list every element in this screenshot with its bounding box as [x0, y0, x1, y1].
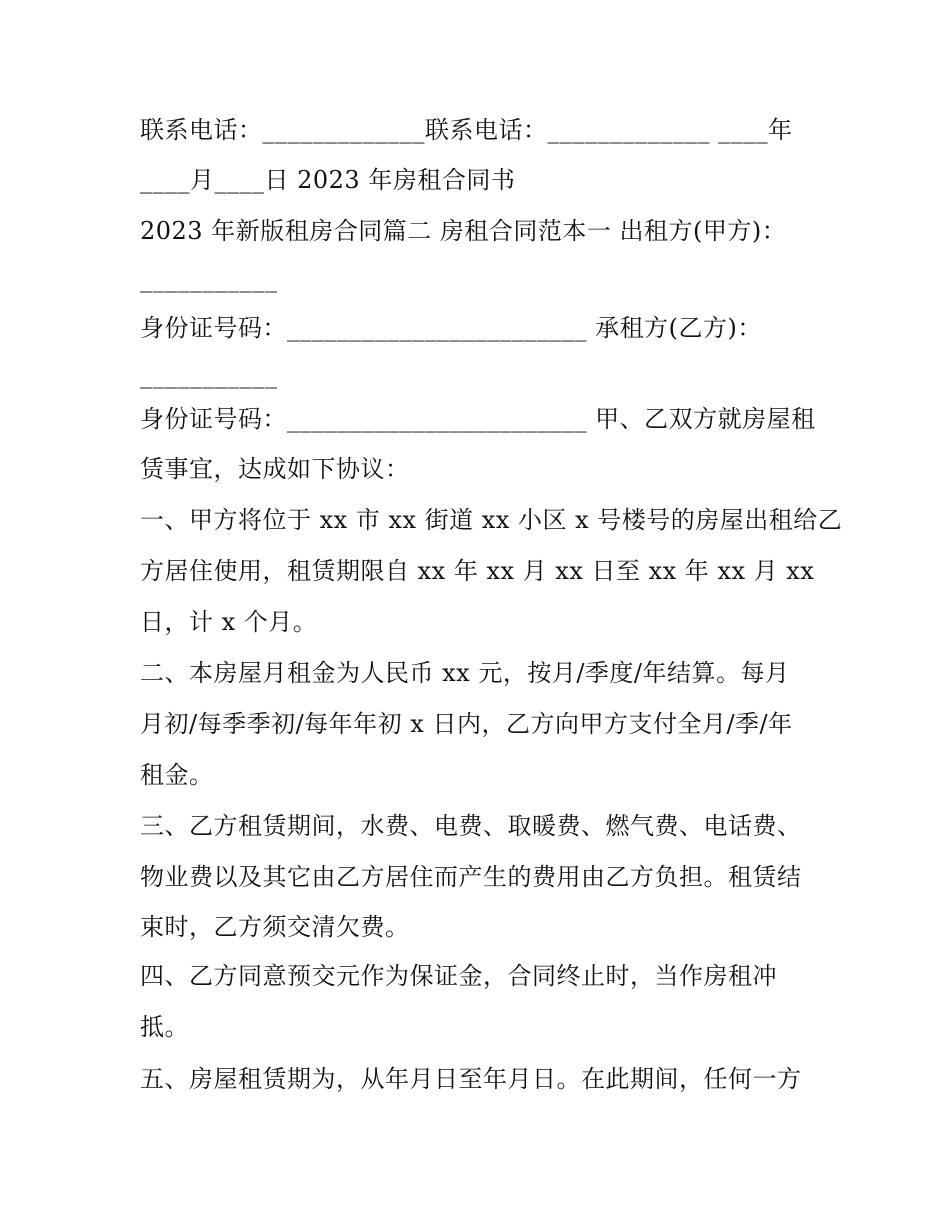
text-line-contract-heading: 2023 年新版租房合同篇二 房租合同范本一 出租方(甲方)： — [140, 217, 787, 245]
text-line-clause-4a: 四、乙方同意预交元作为保证金，合同终止时，当作房租冲 — [140, 962, 777, 990]
text-line-clause-3a: 三、乙方租赁期间，水费、电费、取暖费、燃气费、电话费、 — [140, 812, 802, 840]
text-line-clause-2b: 月初/每季季初/每年年初 x 日内，乙方向甲方支付全月/季/年 — [140, 710, 793, 738]
text-line-id-agreement: 身份证号码：________________________ 甲、乙双方就房屋租 — [140, 405, 816, 433]
text-line-contact-phone: 联系电话：_____________联系电话：_____________ ____年 — [140, 116, 793, 144]
text-line-clause-5a: 五、房屋租赁期为，从年月日至年月日。在此期间，任何一方 — [140, 1065, 802, 1093]
text-line-clause-1b: 方居住使用，租赁期限自 xx 年 xx 月 xx 日至 xx 年 xx 月 xx — [140, 557, 815, 585]
text-line-date-title: ____月____日 2023 年房租合同书 — [140, 166, 516, 194]
text-line-clause-1a: 一、甲方将位于 xx 市 xx 街道 xx 小区 x 号楼号的房屋出租给乙 — [140, 506, 843, 534]
text-line-lessee-blank: ___________ — [140, 361, 278, 389]
text-line-agreement-intro: 赁事宜，达成如下协议： — [140, 455, 410, 483]
text-line-clause-3c: 束时，乙方须交清欠费。 — [140, 913, 410, 941]
text-line-clause-2c: 租金。 — [140, 761, 214, 789]
text-line-id-lessee: 身份证号码：________________________ 承租方(乙方)： — [140, 314, 762, 342]
text-line-clause-4b: 抵。 — [140, 1013, 189, 1041]
text-line-clause-2a: 二、本房屋月租金为人民币 xx 元，按月/季度/年结算。每月 — [140, 659, 790, 687]
text-line-clause-1c: 日，计 x 个月。 — [140, 608, 318, 636]
text-line-clause-3b: 物业费以及其它由乙方居住而产生的费用由乙方负担。租赁结 — [140, 863, 802, 891]
text-line-lessor-blank: ___________ — [140, 265, 278, 293]
